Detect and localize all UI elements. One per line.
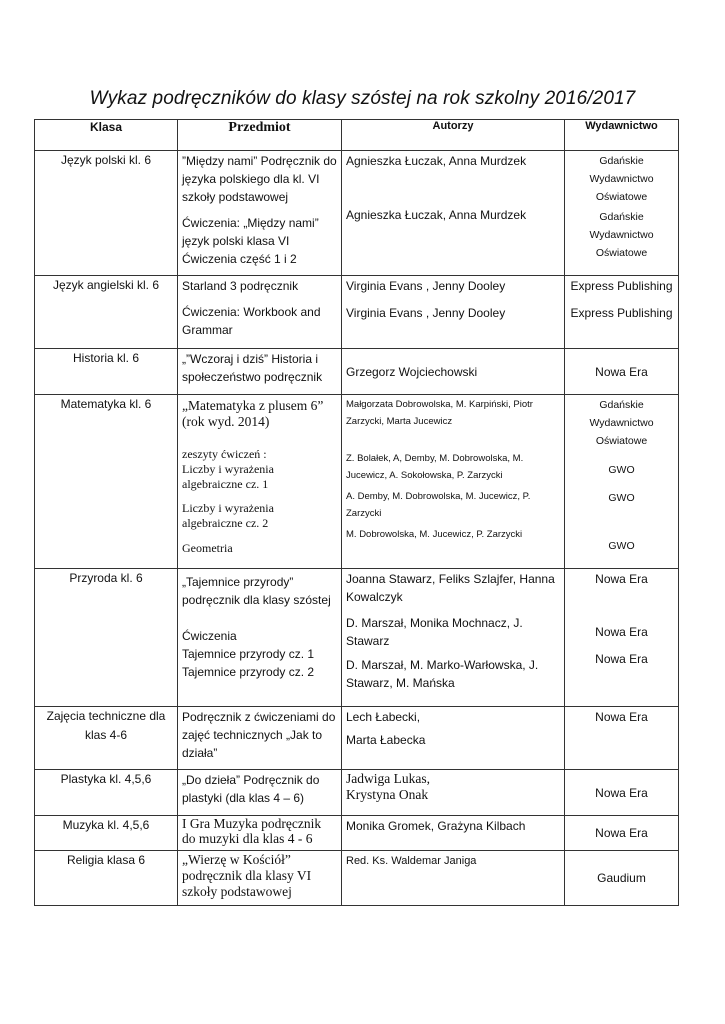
autorzy-cell	[342, 816, 565, 851]
klasa-cell: Język polski kl. 6	[35, 151, 178, 276]
przedmiot-text: „”Wczoraj i dziś” Historia i społeczeństwo podręcznik	[182, 352, 323, 384]
autorzy-cell	[342, 707, 565, 770]
przedmiot-text: Starland 3 podręcznik	[182, 279, 299, 293]
wydawnictwo-cell	[565, 816, 679, 851]
document-title: Wykaz podręczników do klasy szóstej na rok szkolny 2016/2017	[89, 88, 636, 109]
autorzy-cell	[342, 395, 565, 569]
przedmiot-cell	[178, 395, 342, 569]
wydawnictwo-text: Gaudium	[597, 871, 646, 885]
wydawnictwo-cell	[565, 151, 679, 276]
header-przedmiot: Przedmiot	[178, 120, 342, 151]
autorzy-cell	[342, 276, 565, 349]
autorzy-text: Grzegorz Wojciechowski	[346, 364, 478, 379]
wydawnictwo-cell	[565, 276, 679, 349]
autorzy-text: Agnieszka Łuczak, Anna Murdzek	[346, 154, 527, 168]
autorzy-text: Virginia Evans , Jenny Dooley	[346, 279, 506, 293]
autorzy-text: D. Marszał, Monika Mochnacz, J. Stawarz	[346, 616, 523, 648]
autorzy-cell	[342, 770, 565, 816]
klasa-cell: Historia kl. 6	[35, 349, 178, 395]
table-row	[35, 151, 679, 276]
przedmiot-text: „Tajemnice przyrody” podręcznik dla klasy szóstej	[182, 575, 331, 607]
autorzy-cell	[342, 151, 565, 276]
autorzy-cell	[342, 851, 565, 906]
autorzy-text: Virginia Evans , Jenny Dooley	[346, 306, 506, 320]
wydawnictwo-cell	[565, 395, 679, 569]
przedmiot-text: Ćwiczenia	[182, 629, 237, 643]
wydawnictwo-text: Gdańskie Wydawnictwo Oświatowe	[589, 399, 654, 447]
przedmiot-text: ”Między nami” Podręcznik do języka polskiego dla kl. VI szkoły podstawowej	[182, 154, 337, 204]
przedmiot-text: Liczby i wyrażenia algebraiczne cz. 2	[182, 501, 274, 530]
klasa-cell: Przyroda kl. 6	[35, 569, 178, 707]
przedmiot-text: „Do dzieła” Podręcznik do plastyki (dla klas 4 – 6)	[182, 773, 320, 805]
autorzy-text: Jadwiga Lukas,	[346, 771, 430, 786]
przedmiot-text: Podręcznik z ćwiczeniami do zajęć technicznych „Jak to działa”	[182, 710, 336, 760]
wydawnictwo-cell	[565, 851, 679, 906]
wydawnictwo-text: Express Publishing	[570, 306, 673, 320]
wydawnictwo-cell	[565, 349, 679, 395]
textbook-table	[34, 119, 679, 906]
przedmiot-cell	[178, 569, 342, 707]
przedmiot-cell	[178, 151, 342, 276]
wydawnictwo-text: Nowa Era	[595, 652, 648, 666]
wydawnictwo-cell	[565, 770, 679, 816]
table-row	[35, 395, 679, 569]
wydawnictwo-text: Gdańskie Wydawnictwo Oświatowe	[589, 211, 654, 259]
wydawnictwo-cell	[565, 569, 679, 707]
header-klasa: Klasa	[35, 120, 178, 151]
wydawnictwo-text: Nowa Era	[595, 785, 648, 800]
przedmiot-cell	[178, 816, 342, 851]
wydawnictwo-text: Nowa Era	[595, 710, 648, 724]
autorzy-text: Red. Ks. Waldemar Janiga	[346, 855, 477, 867]
klasa-cell: Muzyka kl. 4,5,6	[35, 816, 178, 851]
przedmiot-text: zeszyty ćwiczeń :	[182, 447, 267, 461]
autorzy-text: A. Demby, M. Dobrowolska, M. Jucewicz, P. Zarzycki	[346, 491, 531, 519]
wydawnictwo-text: Express Publishing	[570, 279, 673, 293]
wydawnictwo-cell	[565, 707, 679, 770]
przedmiot-text: Ćwiczenia: Workbook and Grammar	[182, 305, 321, 337]
przedmiot-text: „Matematyka z plusem 6” (rok wyd. 2014)	[182, 398, 324, 429]
klasa-cell: Plastyka kl. 4,5,6	[35, 770, 178, 816]
klasa-cell: Religia klasa 6	[35, 851, 178, 906]
table-row	[35, 816, 679, 851]
autorzy-text: Joanna Stawarz, Feliks Szlajfer, Hanna Kowalczyk	[346, 572, 555, 604]
przedmiot-text: I Gra Muzyka podręcznik do muzyki dla klas 4 - 6	[182, 816, 322, 846]
przedmiot-text: Ćwiczenia: „Między nami” język polski klasa VI Ćwiczenia część 1 i 2	[182, 216, 319, 266]
klasa-cell: Matematyka kl. 6	[35, 395, 178, 569]
autorzy-text: Krystyna Onak	[346, 787, 429, 802]
table-row	[35, 851, 679, 906]
przedmiot-text: Tajemnice przyrody cz. 1	[182, 647, 315, 661]
table-row	[35, 770, 679, 816]
przedmiot-cell	[178, 349, 342, 395]
wydawnictwo-text: Nowa Era	[595, 572, 648, 586]
autorzy-text: D. Marszał, M. Marko-Warłowska, J. Stawarz, M. Mańska	[346, 658, 539, 690]
table-row	[35, 569, 679, 707]
header-autorzy: Autorzy	[342, 120, 565, 151]
table-row	[35, 707, 679, 770]
przedmiot-text: Tajemnice przyrody cz. 2	[182, 665, 315, 679]
autorzy-cell	[342, 569, 565, 707]
wydawnictwo-text: GWO	[608, 464, 635, 476]
wydawnictwo-text: Gdańskie Wydawnictwo Oświatowe	[589, 155, 654, 203]
header-wydawnictwo: Wydawnictwo	[565, 120, 679, 151]
wydawnictwo-text: GWO	[608, 540, 635, 552]
autorzy-text: Małgorzata Dobrowolska, M. Karpiński, Piotr Zarzycki, Marta Jucewicz	[346, 399, 533, 427]
header-row	[35, 120, 679, 151]
table-row	[35, 276, 679, 349]
przedmiot-text: Geometria	[182, 541, 233, 555]
autorzy-cell	[342, 349, 565, 395]
przedmiot-text: Liczby i wyrażenia algebraiczne cz. 1	[182, 462, 274, 491]
autorzy-text: Agnieszka Łuczak, Anna Murdzek	[346, 208, 527, 222]
wydawnictwo-text: Nowa Era	[595, 826, 648, 840]
klasa-cell: Język angielski kl. 6	[35, 276, 178, 349]
wydawnictwo-text: GWO	[608, 492, 635, 504]
przedmiot-cell	[178, 851, 342, 906]
autorzy-text: Lech Łabecki,	[346, 710, 421, 724]
klasa-cell: Zajęcia techniczne dla klas 4-6	[35, 707, 178, 770]
przedmiot-cell	[178, 707, 342, 770]
przedmiot-cell	[178, 276, 342, 349]
autorzy-text: Monika Gromek, Grażyna Kilbach	[346, 819, 526, 833]
table-row	[35, 349, 679, 395]
wydawnictwo-text: Nowa Era	[595, 625, 648, 639]
autorzy-text: M. Dobrowolska, M. Jucewicz, P. Zarzycki	[346, 529, 523, 540]
przedmiot-cell	[178, 770, 342, 816]
przedmiot-text: „Wierzę w Kościół” podręcznik dla klasy VI szkoły podstawowej	[182, 852, 312, 899]
wydawnictwo-text: Nowa Era	[595, 364, 648, 379]
autorzy-text: Z. Bolałek, A, Demby, M. Dobrowolska, M. Jucewicz, A. Sokołowska, P. Zarzycki	[346, 453, 524, 481]
autorzy-text: Marta Łabecka	[346, 733, 426, 747]
